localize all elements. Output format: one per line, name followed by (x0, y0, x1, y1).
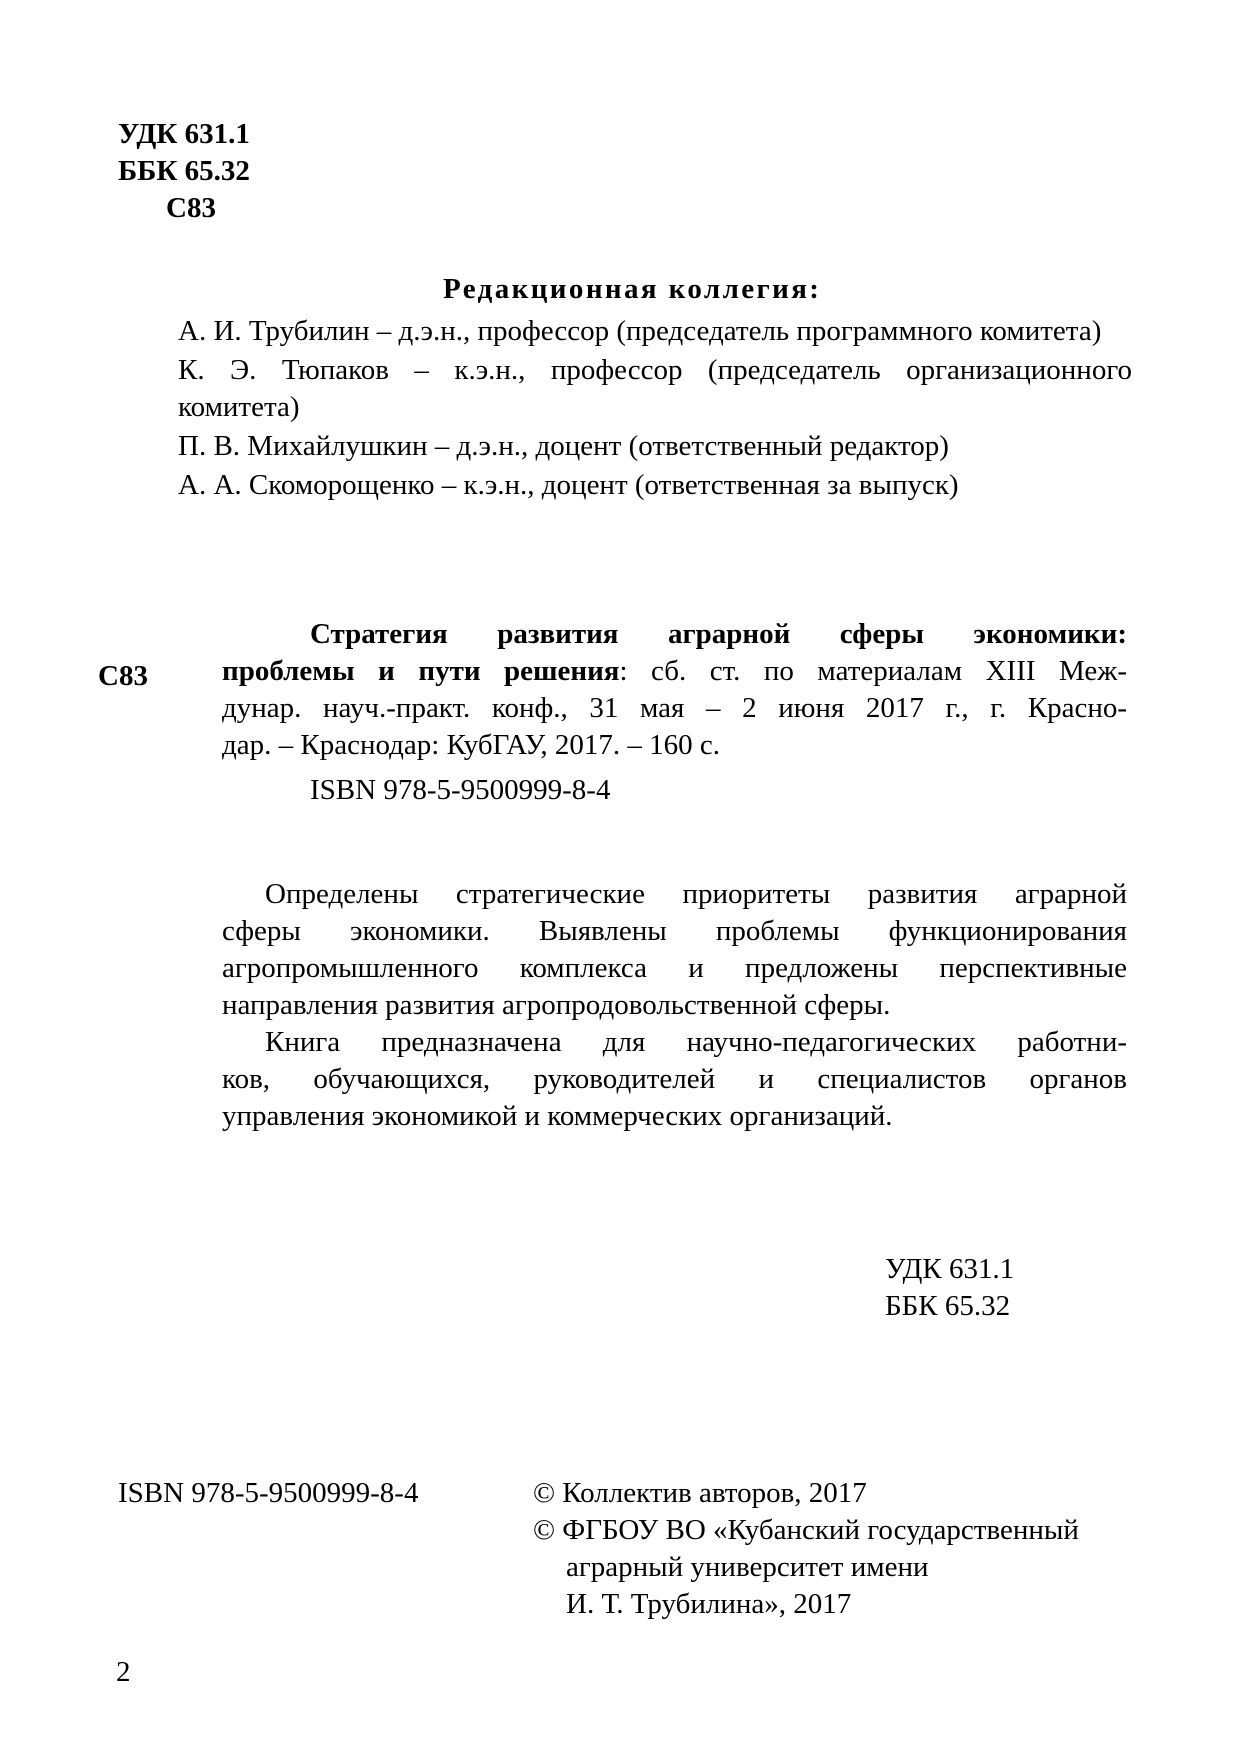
author-mark-top: С83 (166, 192, 216, 224)
book-title-line: Стратегия развития аграрной сферы экономики: (310, 618, 1127, 650)
isbn-entry: ISBN 978-5-9500999-8-4 (310, 774, 611, 806)
abstract-line: агропромышленного комплекса и предложены перспективные (222, 952, 1127, 984)
copyright-line: аграрный университет имени (566, 1551, 929, 1583)
author-mark-entry: С83 (98, 660, 148, 692)
board-member: А. И. Трубилин – д.э.н., профессор (председатель программного комитета) (178, 315, 1102, 347)
bbk-code-bottom: ББК 65.32 (885, 1290, 1011, 1322)
editorial-board-list (178, 313, 1132, 506)
bbk-code-top: ББК 65.32 (118, 155, 250, 187)
udk-code-top: УДК 631.1 (118, 118, 250, 150)
copyright-line: © ФГБОУ ВО «Кубанский государственный (533, 1514, 1079, 1546)
board-member: А. А. Скоморощенко – к.э.н., доцент (ответственная за выпуск) (178, 469, 959, 501)
page-number: 2 (116, 1656, 131, 1688)
book-description-line: дар. – Краснодар: КубГАУ, 2017. – 160 с. (222, 729, 721, 761)
udk-code-bottom: УДК 631.1 (885, 1253, 1015, 1285)
copyright-line: © Коллектив авторов, 2017 (533, 1477, 867, 1509)
book-title-continued (222, 653, 1127, 690)
abstract-line: ков, обучающихся, руководителей и специалистов органов (222, 1063, 1127, 1095)
book-description-line: дунар. науч.-практ. конф., 31 мая – 2 июня 2017 г., г. Красно- (222, 692, 1127, 724)
isbn-imprint: ISBN 978-5-9500999-8-4 (118, 1477, 419, 1509)
abstract-line: управления экономикой и коммерческих организаций. (222, 1100, 893, 1132)
book-description: : сб. ст. по материалам XIII Меж- (619, 655, 1127, 687)
abstract-line: сферы экономики. Выявлены проблемы функционирования (222, 915, 1127, 947)
editorial-board-title: Редакционная коллегия: (443, 273, 822, 305)
bibliographic-entry (222, 616, 1127, 809)
book-title-part: проблемы и пути решения (222, 655, 620, 687)
abstract-line: Книга предназначена для научно-педагогических работни- (265, 1026, 1127, 1058)
abstract-line: Определены стратегические приоритеты развития аграрной (265, 878, 1127, 910)
board-member: К. Э. Тюпаков – к.э.н., профессор (председатель организационного комитета) (178, 354, 1132, 423)
board-member: П. В. Михайлушкин – д.э.н., доцент (ответственный редактор) (178, 430, 949, 462)
copyright-line: И. Т. Трубилина», 2017 (566, 1588, 852, 1620)
abstract (222, 876, 1127, 1135)
abstract-line: направления развития агропродовольственной сферы. (222, 989, 891, 1021)
